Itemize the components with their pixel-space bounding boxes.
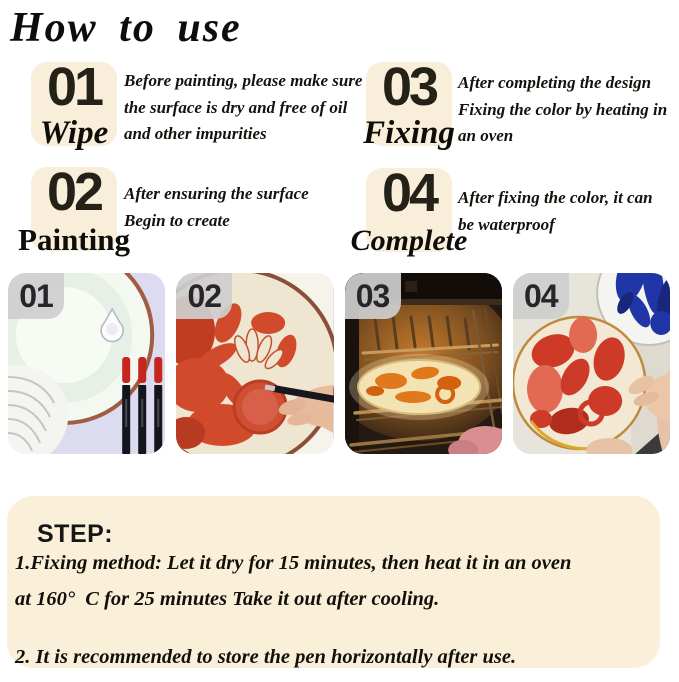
- step-label-painting: Painting: [18, 222, 130, 257]
- step-desc-02: [124, 181, 309, 234]
- step-label-complete: Complete: [350, 224, 468, 257]
- desc-line: Begin to create: [124, 210, 230, 230]
- note-item1-line1: 1.Fixing method: Let it dry for 15 minutes, then heat it in an oven: [15, 552, 572, 574]
- desc-line: be waterproof: [458, 214, 555, 234]
- desc-line: After fixing the color, it can: [458, 188, 653, 207]
- step-note-box: [7, 496, 660, 668]
- note-item1-line2: at 160° C for 25 minutes Take it out after cooling.: [15, 588, 440, 610]
- desc-line: Fixing the color by heating in: [458, 99, 668, 119]
- note-item2: 2. It is recommended to store the pen horizontally after use.: [15, 646, 517, 668]
- step-desc-04: [458, 185, 653, 238]
- desc-line: the surface is dry and free of oil: [124, 97, 348, 117]
- desc-line: Before painting, please make sure: [124, 71, 363, 90]
- step-number: 01: [46, 57, 102, 117]
- photo-wipe-supplies: [8, 273, 165, 454]
- step-number: 04: [381, 163, 437, 223]
- photo-number-badge: [345, 273, 401, 319]
- step-badge-01: [31, 57, 117, 151]
- step-desc-01: [124, 68, 362, 148]
- step-badge-04: [350, 163, 468, 257]
- step-number: 02: [46, 162, 102, 222]
- photo-painting-plate: [176, 273, 333, 454]
- photo-number: 01: [19, 277, 53, 314]
- photo-finished-plate: [513, 273, 670, 454]
- step-label-wipe: Wipe: [39, 115, 109, 151]
- photo-number: 03: [355, 277, 390, 314]
- red-plate: [513, 317, 645, 449]
- photo-number-badge: [176, 273, 232, 319]
- photo-oven-fixing: [345, 273, 502, 454]
- page-title: How to use: [10, 5, 242, 51]
- paint-pens: [122, 357, 162, 454]
- desc-line: After ensuring the surface: [124, 184, 309, 203]
- glowing-plate: [349, 354, 489, 420]
- photo-number-badge: [8, 273, 64, 319]
- photo-number: 04: [523, 277, 558, 314]
- photo-strip: [0, 273, 679, 454]
- photo-number: 02: [187, 277, 222, 314]
- step-badge-03: [363, 57, 455, 151]
- step-desc-03: [458, 70, 667, 150]
- step-label-fixing: Fixing: [363, 115, 455, 151]
- note-heading: STEP:: [37, 520, 114, 548]
- step-number: 03: [381, 57, 437, 117]
- desc-line: After completing the design: [458, 73, 652, 92]
- step-badge-02: [18, 162, 130, 257]
- desc-line: an oven: [458, 126, 514, 145]
- desc-line: and other impurities: [124, 124, 267, 143]
- photo-number-badge: [513, 273, 569, 319]
